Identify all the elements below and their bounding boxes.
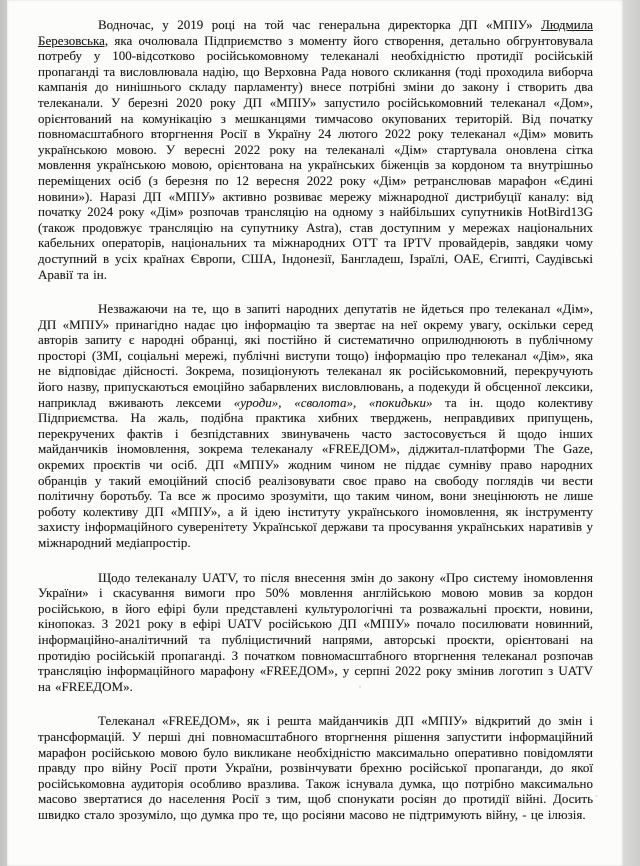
paragraph	[38, 301, 593, 551]
italic-quote-run: «уроди», «сволота», «покидьки»	[233, 394, 433, 410]
paragraph	[38, 570, 593, 695]
text-run: Незважаючи на те, що в запиті народних депутатів не йдеться про телеканал «Дім», ДП «МПІУ» принагідно надає цю інформацію та звертає на неї окрему увагу, оскільки серед авторів запиту є народні обранці, які постійно й систематично оприлюднюють в публічному просторі (ЗМІ, соціальні мережі, публічні виступи тощо) інформацію про телеканал «Дім», яка не відповідає дійсності. Зокрема, позиціонують телеканал як російськомовний, перекручують його назву, припускаються емоційно забарвлених висловлювань, а подекуди й обсценної лексики, наприклад вживають лексеми	[38, 301, 593, 410]
paragraph	[38, 17, 593, 282]
text-run: Щодо телеканалу UATV, то після внесення змін до закону «Про систему іномовлення України» і скасування вимоги про 50% мовлення англійською мовою мовив за кордон російською, в його ефірі були представлені культурологічні та розважальні проєкти, новини, кінопоказ. З 2021 року в ефірі UATV російською ДП «МПІУ» почало посилювати новинний, інформаційно-аналітичний та публіцистичний напрями, авторські проєкти, орієнтовані на протидію російській пропаганді. З початком повномасштабного вторгнення телеканал розпочав трансляцію інформаційного марафону «FREEДОМ», у серпні 2022 року змінив логотип з UATV на «FREEДОМ».	[38, 569, 593, 694]
text-run: та ін. щодо колективу Підприємства. На жаль, подібна практика хибних тверджень, неправдивих припущень, перекручених фактів і безпідставних звинувачень часто застосовується й щодо інших майданчиків іномовлення, зокрема телеканалу «FREEДОМ», діджитал-платформи The Gaze, окремих проєктів чи осіб. ДП «МПІУ» жодним чином не піддає сумніву право народних обранців у такий емоційний спосіб реалізовувати своє право на свободу поглядів чи вести політичну боротьбу. Та все ж просимо зрозуміти, що таким чином, вони знецінюють не лише роботу колективу ДП «МПІУ», а й ідею інституту українського іномовлення, як інструменту захисту інформаційного суверенітету Української держави та просування українських наративів у міжнародний медіапростір.	[38, 394, 593, 550]
paragraph	[38, 713, 593, 822]
document-page	[7, 0, 623, 866]
text-run: Телеканал «FREEДОМ», як і решта майданчиків ДП «МПІУ» відкритий до змін і трансформацій. У перші дні повномасштабного вторгнення рішення запустити інформаційний марафон російською мовою було викликане необхідністю максимально оперативно повідомляти правду про війну Росії проти України, розвінчувати брехню російської пропаганди, до якої російськомовна аудиторія особливо вразлива. Також існувала думка, що потрібно максимально масово звертатися до населення Росії з тим, щоб спонукати росіян до протидії війні. Досить швидко стало зрозуміло, що думка про те, що росіяни масово не підтримують війну, - це ілюзія.	[38, 713, 593, 822]
text-run: Водночас, у 2019 році на той час генеральна директорка ДП «МПІУ»	[98, 17, 542, 32]
scan-margin-right	[623, 0, 640, 866]
underlined-name-run: Людмила Березовська,	[38, 17, 593, 48]
text-run: яка очолювала Підприємство з моменту його створення, детально обгрунтовувала потребу у 100-відсотково російськомовному телеканалі необхідністю протидії російській пропаганді та висловлювала надію, що Верховна Рада нового скликання (тоді проходила виборча кампанія до нинішнього складу парламенту) внесе потрібні зміни до закону і створить два телеканали. У березні 2020 року ДП «МПІУ» запустило російськомовний телеканал «Дом», орієнтований на комунікацію з мешканцями тимчасово окупованих територій. Від початку повномасштабного вторгнення Росії в Україну 24 лютого 2022 року телеканал «Дім» мовить українською мовою. У вересні 2022 року на телеканалі «Дім» стартувала оновлена сітка мовлення українською мовою, орієнтована на українських біженців за кордоном та внутрішньо переміщених осіб (з березня по 12 вересня 2022 року «Дім» ретранслював марафон «Єдині новини»). Наразі ДП «МПІУ» активно розвиває мережу міжнародної дистрибуції каналу: від початку 2024 року «Дім» розпочав трансляцію на одному з найбільших супутників HotBird13G (також продовжує трансляцію на супутнику Astra), став доступним у мережах національних кабельних операторів, національних та міжнародних ОТТ та IPTV провайдерів, завдяки чому доступний в усіх країнах Європи, США, Індонезії, Бангладеш, Ізраїлі, ОАЕ, Єгипті, Саудівські Аравії та ін.	[38, 32, 593, 282]
scan-margin-left	[0, 0, 7, 866]
scan-speck	[595, 795, 598, 797]
document-body	[38, 17, 593, 823]
